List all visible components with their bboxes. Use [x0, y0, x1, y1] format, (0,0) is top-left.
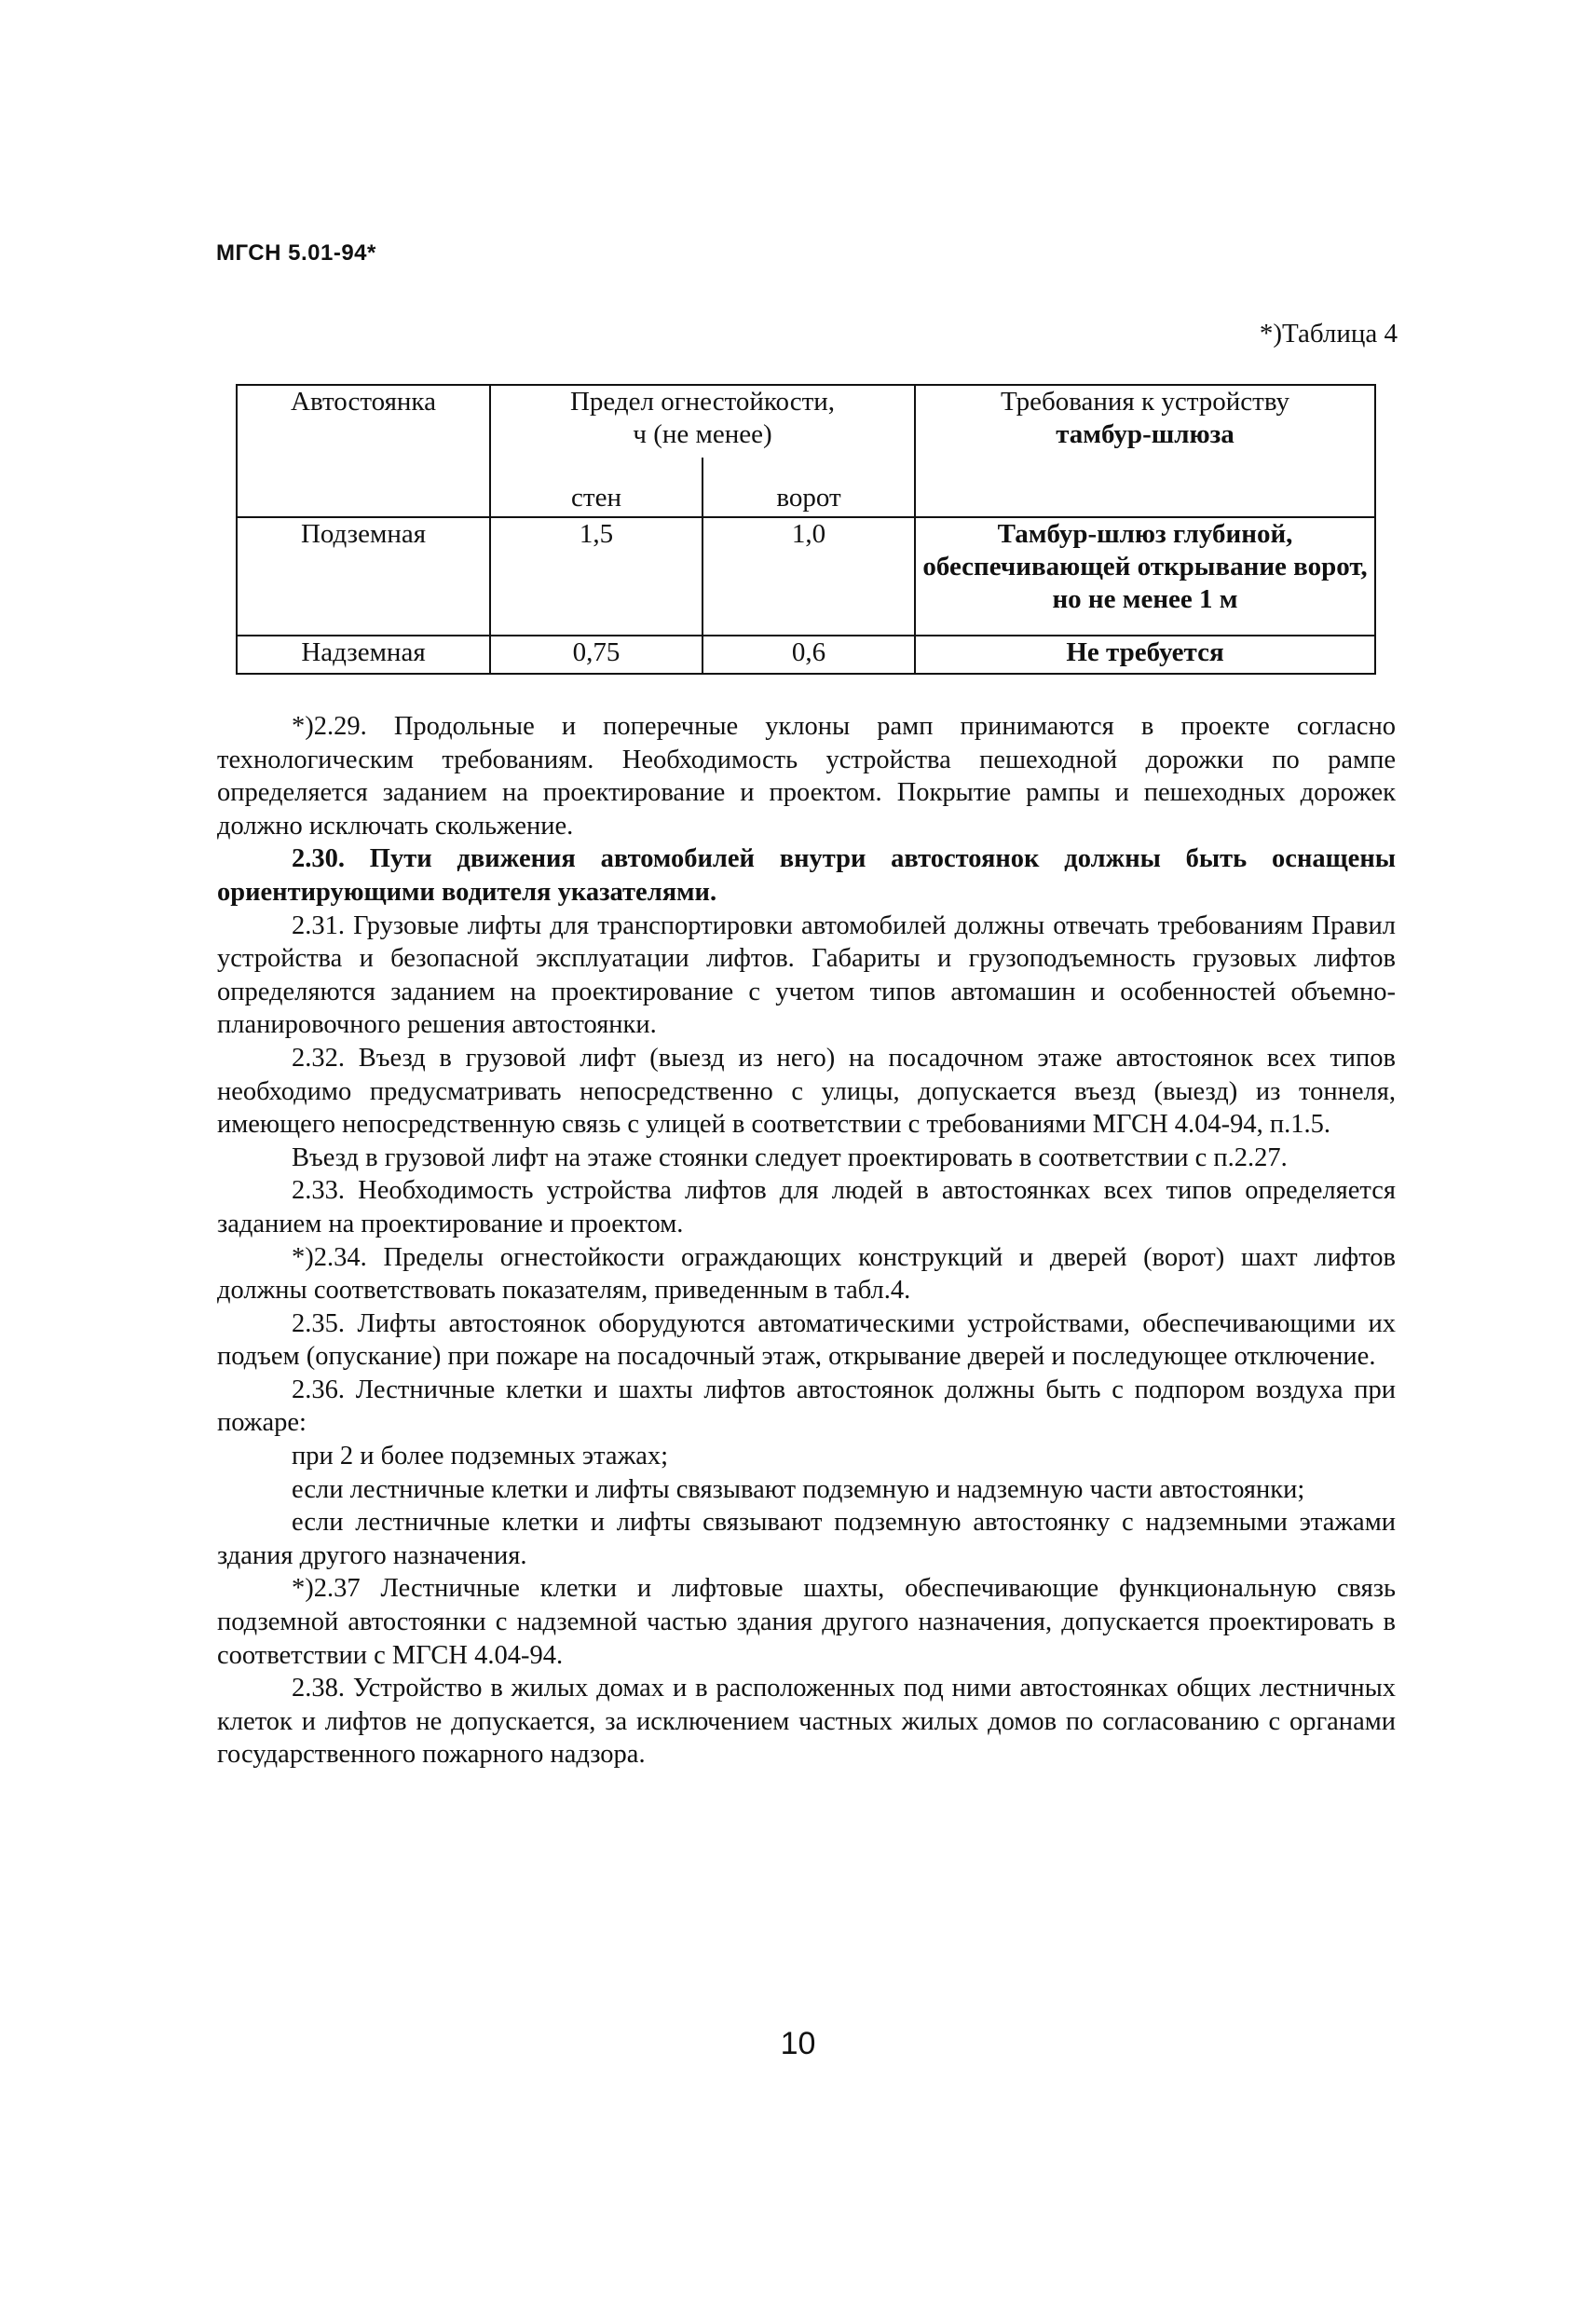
- cell-requirement-underground: Тамбур-шлюз глубиной, обеспечивающей открывание ворот, но не менее 1 м: [915, 517, 1375, 636]
- cell-requirement-aboveground: Не требуется: [915, 636, 1375, 674]
- paragraph-2-38: 2.38. Устройство в жилых домах и в расположенных под ними автостоянках общих лестничных клеток и лифтов не допускается, за исключением частных жилых домов по согласованию с органами государственного пожарного надзора.: [217, 1674, 1396, 1770]
- header-parking-type: [237, 385, 490, 517]
- header-airlock-line2: тамбур-шлюза: [1056, 419, 1235, 449]
- paragraph-2-29: *)2.29. Продольные и поперечные уклоны рамп принимаются в проекте согласно технологическим требованиям. Необходимость устройства пешеходной дорожки по рампе определяется заданием на проектирование и проектом. Покрытие рампы и пешеходных дорожек должно исключать скольжение.: [217, 712, 1396, 841]
- table-row-underground: [237, 517, 1375, 636]
- document-code: МГСН 5.01-94*: [216, 240, 376, 266]
- cell-gates-underground: 1,0: [703, 517, 915, 636]
- header-fire-resistance: [490, 385, 915, 458]
- paragraph-2-36-item-2: если лестничные клетки и лифты связывают подземную и надземную части автостоянки;: [292, 1474, 1305, 1504]
- cell-gates-aboveground: 0,6: [703, 636, 915, 674]
- cell-type-underground: Подземная: [237, 517, 490, 636]
- paragraph-2-33: 2.33. Необходимость устройства лифтов для людей в автостоянках всех типов определяется заданием на проектирование и проектом.: [217, 1176, 1396, 1238]
- paragraph-2-30: 2.30. Пути движения автомобилей внутри автостоянок должны быть оснащены ориентирующими водителя указателями.: [217, 844, 1396, 907]
- cell-walls-underground: 1,5: [490, 517, 703, 636]
- paragraph-2-36-item-3: если лестничные клетки и лифты связывают подземную автостоянку с надземными этажами здания другого назначения.: [217, 1508, 1396, 1570]
- cell-walls-aboveground: 0,75: [490, 636, 703, 674]
- paragraph-2-34: *)2.34. Пределы огнестойкости ограждающих конструкций и дверей (ворот) шахт лифтов должны соответствовать показателям, приведенным в табл.4.: [217, 1242, 1396, 1306]
- paragraph-2-37: *)2.37 Лестничные клетки и лифтовые шахты, обеспечивающие функциональную связь подземной автостоянки с надземной частью здания другого назначения, допускается проектировать в соответствии с МГСН 4.04-94.: [217, 1574, 1396, 1670]
- paragraph-2-36: 2.36. Лестничные клетки и шахты лифтов автостоянок должны быть с подпором воздуха при пожаре:: [217, 1375, 1396, 1438]
- header-fire-resistance-line1: Предел огнестойкости,: [569, 387, 836, 417]
- paragraph-2-35: 2.35. Лифты автостоянок оборудуются автоматическими устройствами, обеспечивающими их подъем (опускание) при пожаре на посадочный этаж, открывание дверей и последующее отключение.: [217, 1308, 1396, 1372]
- table-header-row: [237, 385, 1375, 458]
- table-caption: *)Таблица 4: [1259, 319, 1398, 349]
- header-airlock-requirement: [915, 385, 1375, 517]
- paragraph-2-31: 2.31. Грузовые лифты для транспортировки автомобилей должны отвечать требованиям Правил устройства и безопасной эксплуатации лифтов. Габариты и грузоподъемность грузовых лифтов определяются заданием на проектирование с учетом типов автомашин и особенностей объемно-планировочного решения автостоянки.: [217, 910, 1396, 1040]
- body-text: [217, 710, 1396, 1772]
- cell-type-aboveground: Надземная: [237, 636, 490, 674]
- header-airlock-line1: Требования к устройству: [1000, 387, 1290, 417]
- header-fire-resistance-line2: ч (не менее): [633, 419, 772, 449]
- subheader-gates: ворот: [703, 458, 915, 517]
- paragraph-2-36-item-1: при 2 и более подземных этажах;: [292, 1442, 669, 1471]
- fire-resistance-table: [236, 384, 1376, 675]
- header-parking-type-label: Автостоянка: [291, 387, 436, 417]
- table-row-aboveground: [237, 636, 1375, 674]
- subheader-walls: стен: [490, 458, 703, 517]
- paragraph-2-32-cont: Въезд в грузовой лифт на этаже стоянки следует проектировать в соответствии с п.2.27.: [292, 1142, 1288, 1172]
- paragraph-2-32: 2.32. Въезд в грузовой лифт (выезд из него) на посадочном этаже автостоянок всех типов необходимо предусматривать непосредственно с улицы, допускается въезд (выезд) из тоннеля, имеющего непосредственную связь с улицей в соответствии с требованиями МГСН 4.04-94, п.1.5.: [217, 1043, 1396, 1140]
- page-number: 10: [780, 2026, 816, 2061]
